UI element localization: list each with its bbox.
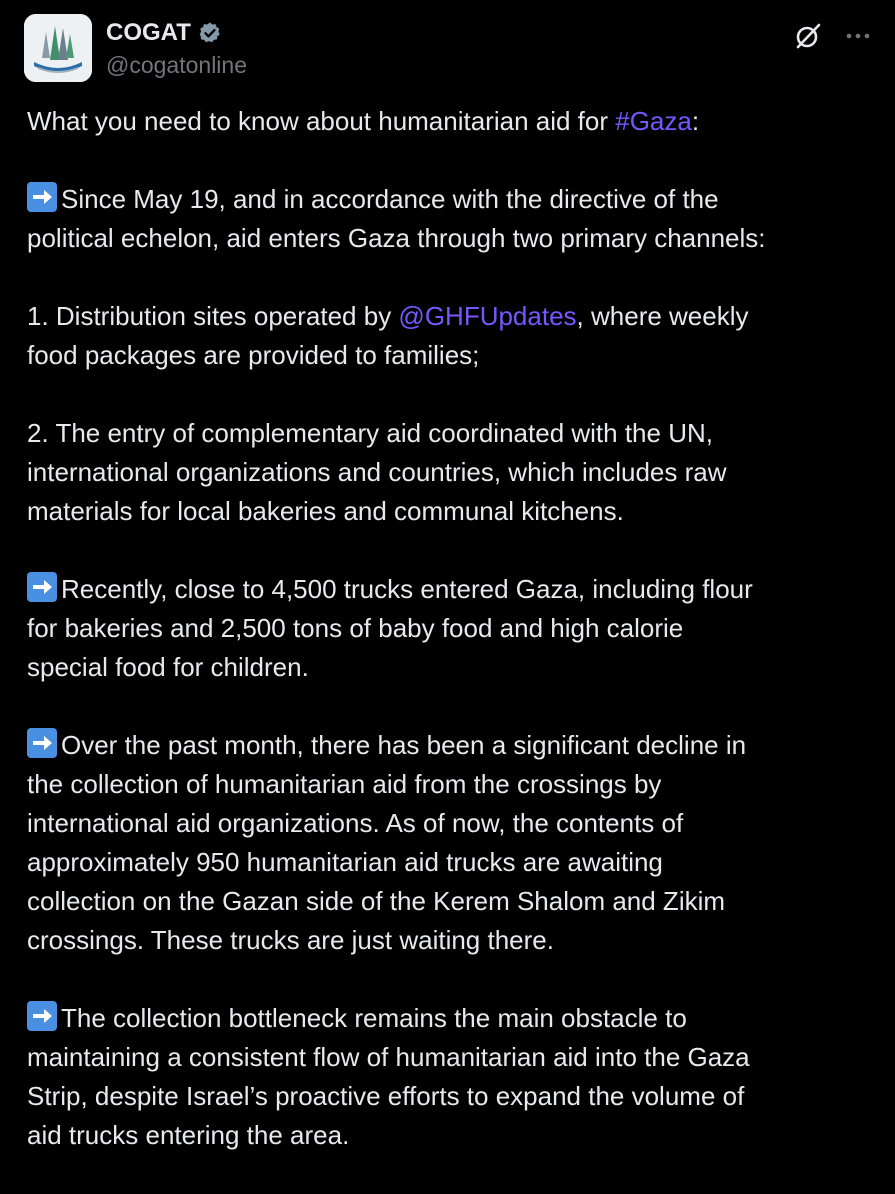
intro-text: What you need to know about humanitarian aid for (27, 106, 616, 136)
cogat-logo-icon (24, 14, 92, 82)
paragraph-line: crossings. These trucks are just waiting there. (27, 925, 554, 955)
paragraph-line: Over the past month, there has been a significant decline in (61, 730, 747, 760)
mention-link[interactable]: @GHFUpdates (398, 301, 577, 331)
intro-colon: : (691, 106, 700, 136)
paragraph-line: Since May 19, and in accordance with the directive of the (61, 184, 719, 214)
tweet-header (24, 14, 875, 84)
paragraph-channels (27, 180, 872, 258)
paragraph-line: maintaining a consistent flow of humanitarian aid into the Gaza (27, 1042, 750, 1072)
tweet-text (27, 102, 872, 1194)
display-name[interactable]: COGAT (106, 19, 191, 46)
paragraph-line: special food for children. (27, 652, 309, 682)
paragraph-decline (27, 726, 872, 960)
paragraph-line: international organizations and countries, which includes raw (27, 457, 727, 487)
paragraph-line: international aid organizations. As of now, the contents of (27, 808, 684, 838)
paragraph-distribution (27, 297, 872, 375)
paragraph-line: 2. The entry of complementary aid coordinated with the UN, (27, 418, 713, 448)
paragraph-line: food packages are provided to families; (27, 340, 480, 370)
right-arrow-icon (27, 572, 57, 602)
handle[interactable]: @cogatonline (106, 52, 247, 78)
paragraph-line: 1. Distribution sites operated by (27, 301, 399, 331)
avatar[interactable] (24, 14, 92, 82)
author-info (106, 18, 247, 80)
intro-paragraph (27, 102, 872, 141)
verified-badge-icon[interactable] (198, 21, 222, 45)
paragraph-line: materials for local bakeries and communal kitchens. (27, 496, 624, 526)
paragraph-line: Recently, close to 4,500 trucks entered Gaza, including flour (61, 574, 753, 604)
grok-icon[interactable] (794, 22, 822, 50)
paragraph-line: the collection of humanitarian aid from the crossings by (27, 769, 662, 799)
hashtag-link[interactable]: #Gaza (615, 106, 692, 136)
more-icon[interactable] (842, 22, 874, 50)
paragraph-trucks (27, 570, 872, 687)
right-arrow-icon (27, 182, 57, 212)
paragraph-line: political echelon, aid enters Gaza through two primary channels: (27, 223, 766, 253)
paragraph-bottleneck (27, 999, 872, 1155)
paragraph-line: approximately 950 humanitarian aid trucks are awaiting (27, 847, 663, 877)
paragraph-line: for bakeries and 2,500 tons of baby food and high calorie (27, 613, 684, 643)
paragraph-complementary-aid (27, 414, 872, 531)
right-arrow-icon (27, 1001, 57, 1031)
paragraph-line: Strip, despite Israel’s proactive efforts to expand the volume of (27, 1081, 745, 1111)
right-arrow-icon (27, 728, 57, 758)
paragraph-line: , where weekly (576, 301, 749, 331)
paragraph-line: The collection bottleneck remains the main obstacle to (61, 1003, 687, 1033)
paragraph-line: aid trucks entering the area. (27, 1120, 350, 1150)
paragraph-line: collection on the Gazan side of the Kerem Shalom and Zikim (27, 886, 726, 916)
